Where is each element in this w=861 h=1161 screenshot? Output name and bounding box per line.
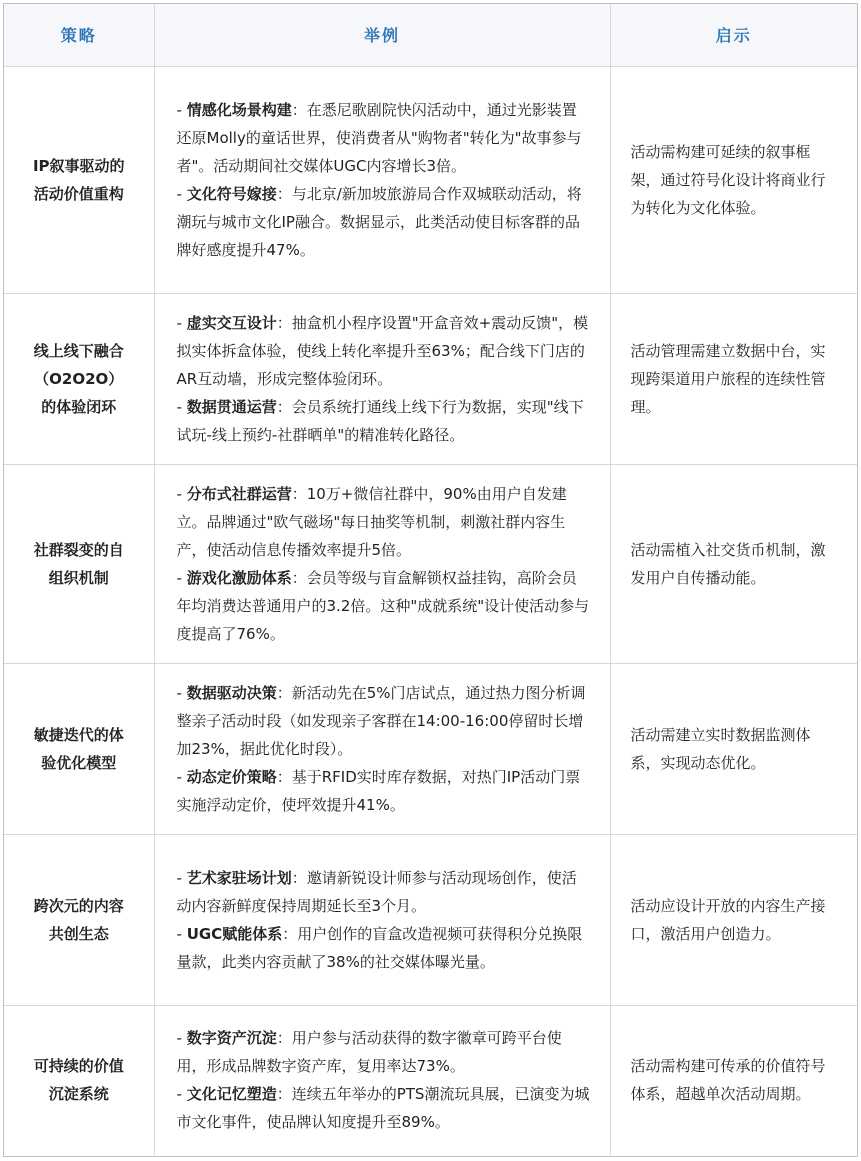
example-text: 用户参与活动获得的数字徽章可跨平台使用，形成品牌数字资产库，复用率达73%。 bbox=[176, 1029, 562, 1076]
example-item: - 动态定价策略：基于RFID实时库存数据，对热门IP活动门票实施浮动定价，使坪效提升41%。 bbox=[176, 767, 581, 814]
example-text: 与北京/新加坡旅游局合作双城联动活动，将潮玩与城市文化IP融合。数据显示，此类活动使目标客群的品牌好感度提升47%。 bbox=[176, 184, 582, 259]
strategy-cell: 可持续的价值 沉淀系统 bbox=[4, 1005, 154, 1155]
example-key: 虚实交互设计 bbox=[186, 313, 277, 332]
example-item: - 艺术家驻场计划：邀请新锐设计师参与活动现场创作，使活动内容新鲜度保持周期延长至3个月。 bbox=[176, 868, 577, 915]
example-text: 在悉尼歌剧院快闪活动中，通过光影装置还原Molly的童话世界，使消费者从"购物者"转化为"故事参与者"。活动期间社交媒体UGC内容增长3倍。 bbox=[176, 100, 582, 175]
example-text: 10万+微信社群中，90%由用户自发建立。品牌通过"欧气磁场"每日抽奖等机制，刺激社群内容生产，使活动信息传播效率提升5倍。 bbox=[176, 484, 567, 559]
table-row bbox=[4, 66, 857, 293]
example-text: 新活动先在5%门店试点，通过热力图分析调整亲子活动时段（如发现亲子客群在14:00-16:00停留时长增加23%，据此优化时段）。 bbox=[176, 683, 586, 758]
example-cell bbox=[154, 1005, 610, 1155]
insight-cell: 活动管理需建立数据中台，实现跨渠道用户旅程的连续性管理。 bbox=[610, 293, 857, 464]
example-item: - 虚实交互设计：抽盒机小程序设置"开盒音效+震动反馈"，模拟实体拆盒体验，使线上转化率提升至63%；配合线下门店的AR互动墙，形成完整体验闭环。 bbox=[176, 313, 589, 388]
example-text: 用户创作的盲盒改造视频可获得积分兑换限量款，此类内容贡献了38%的社交媒体曝光量。 bbox=[176, 924, 583, 971]
strategy-cell: 线上线下融合 （O2O2O） 的体验闭环 bbox=[4, 293, 154, 464]
header-example: 举例 bbox=[154, 4, 610, 66]
strategy-cell: IP叙事驱动的 活动价值重构 bbox=[4, 66, 154, 293]
example-text: 邀请新锐设计师参与活动现场创作，使活动内容新鲜度保持周期延长至3个月。 bbox=[176, 868, 577, 915]
strategy-table bbox=[4, 4, 857, 1155]
example-text: 会员等级与盲盒解锁权益挂钩，高阶会员年均消费达普通用户的3.2倍。这种"成就系统"设计使活动参与度提高了76%。 bbox=[176, 568, 590, 643]
insight-cell: 活动需构建可延续的叙事框架，通过符号化设计将商业行为转化为文化体验。 bbox=[610, 66, 857, 293]
strategy-cell: 社群裂变的自 组织机制 bbox=[4, 464, 154, 663]
example-cell bbox=[154, 464, 610, 663]
example-cell bbox=[154, 663, 610, 834]
example-item: - 文化记忆塑造：连续五年举办的PTS潮流玩具展，已演变为城市文化事件，使品牌认知度提升至89%。 bbox=[176, 1085, 590, 1132]
table-row bbox=[4, 1005, 857, 1155]
insight-cell: 活动需建立实时数据监测体系，实现动态优化。 bbox=[610, 663, 857, 834]
insight-cell: 活动应设计开放的内容生产接口，激活用户创造力。 bbox=[610, 834, 857, 1005]
example-text: 会员系统打通线上线下行为数据，实现"线下试玩-线上预约-社群晒单"的精准转化路径。 bbox=[176, 397, 584, 444]
example-cell bbox=[154, 293, 610, 464]
example-item: - 分布式社群运营：10万+微信社群中，90%由用户自发建立。品牌通过"欧气磁场"每日抽奖等机制，刺激社群内容生产，使活动信息传播效率提升5倍。 bbox=[176, 484, 567, 559]
strategy-cell: 跨次元的内容 共创生态 bbox=[4, 834, 154, 1005]
example-item: - 数据贯通运营：会员系统打通线上线下行为数据，实现"线下试玩-线上预约-社群晒单"的精准转化路径。 bbox=[176, 397, 584, 444]
table-row bbox=[4, 834, 857, 1005]
example-item: - 游戏化激励体系：会员等级与盲盒解锁权益挂钩，高阶会员年均消费达普通用户的3.2倍。这种"成就系统"设计使活动参与度提高了76%。 bbox=[176, 568, 590, 643]
example-item: - 情感化场景构建：在悉尼歌剧院快闪活动中，通过光影装置还原Molly的童话世界，使消费者从"购物者"转化为"故事参与者"。活动期间社交媒体UGC内容增长3倍。 bbox=[176, 100, 582, 175]
example-item: - UGC赋能体系：用户创作的盲盒改造视频可获得积分兑换限量款，此类内容贡献了38%的社交媒体曝光量。 bbox=[176, 924, 583, 971]
header-insight: 启示 bbox=[610, 4, 857, 66]
example-cell bbox=[154, 66, 610, 293]
example-key: 游戏化激励体系 bbox=[186, 568, 292, 587]
example-key: 情感化场景构建 bbox=[186, 100, 292, 119]
strategy-table-frame bbox=[3, 3, 858, 1157]
example-key: 动态定价策略 bbox=[186, 767, 277, 786]
example-item: - 数据驱动决策：新活动先在5%门店试点，通过热力图分析调整亲子活动时段（如发现亲子客群在14:00-16:00停留时长增加23%，据此优化时段）。 bbox=[176, 683, 586, 758]
example-key: 分布式社群运营 bbox=[186, 484, 292, 503]
table-body bbox=[4, 66, 857, 1155]
example-key: 数据贯通运营 bbox=[186, 397, 277, 416]
example-text: 基于RFID实时库存数据，对热门IP活动门票实施浮动定价，使坪效提升41%。 bbox=[176, 767, 581, 814]
table-header-row bbox=[4, 4, 857, 66]
example-key: 数字资产沉淀 bbox=[186, 1029, 277, 1048]
insight-cell: 活动需构建可传承的价值符号体系，超越单次活动周期。 bbox=[630, 1057, 826, 1104]
example-cell bbox=[154, 834, 610, 1005]
header-strategy: 策略 bbox=[4, 4, 154, 66]
table-row bbox=[4, 464, 857, 663]
example-item: - 文化符号嫁接：与北京/新加坡旅游局合作双城联动活动，将潮玩与城市文化IP融合。数据显示，此类活动使目标客群的品牌好感度提升47%。 bbox=[176, 184, 582, 259]
example-text: 抽盒机小程序设置"开盒音效+震动反馈"，模拟实体拆盒体验，使线上转化率提升至63%；配合线下门店的AR互动墙，形成完整体验闭环。 bbox=[176, 313, 589, 388]
insight-cell: 活动需植入社交货币机制，激发用户自传播动能。 bbox=[610, 464, 857, 663]
example-key: 文化记忆塑造 bbox=[186, 1085, 277, 1104]
strategy-cell: 敏捷迭代的体 验优化模型 bbox=[4, 663, 154, 834]
example-text: 连续五年举办的PTS潮流玩具展，已演变为城市文化事件，使品牌认知度提升至89%。 bbox=[176, 1085, 590, 1132]
example-item: - 数字资产沉淀：用户参与活动获得的数字徽章可跨平台使用，形成品牌数字资产库，复用率达73%。 bbox=[176, 1029, 562, 1076]
example-key: 数据驱动决策 bbox=[186, 683, 277, 702]
table-row bbox=[4, 293, 857, 464]
table-row bbox=[4, 663, 857, 834]
example-key: 艺术家驻场计划 bbox=[186, 868, 292, 887]
example-key: UGC赋能体系 bbox=[186, 924, 283, 943]
example-key: 文化符号嫁接 bbox=[186, 184, 277, 203]
